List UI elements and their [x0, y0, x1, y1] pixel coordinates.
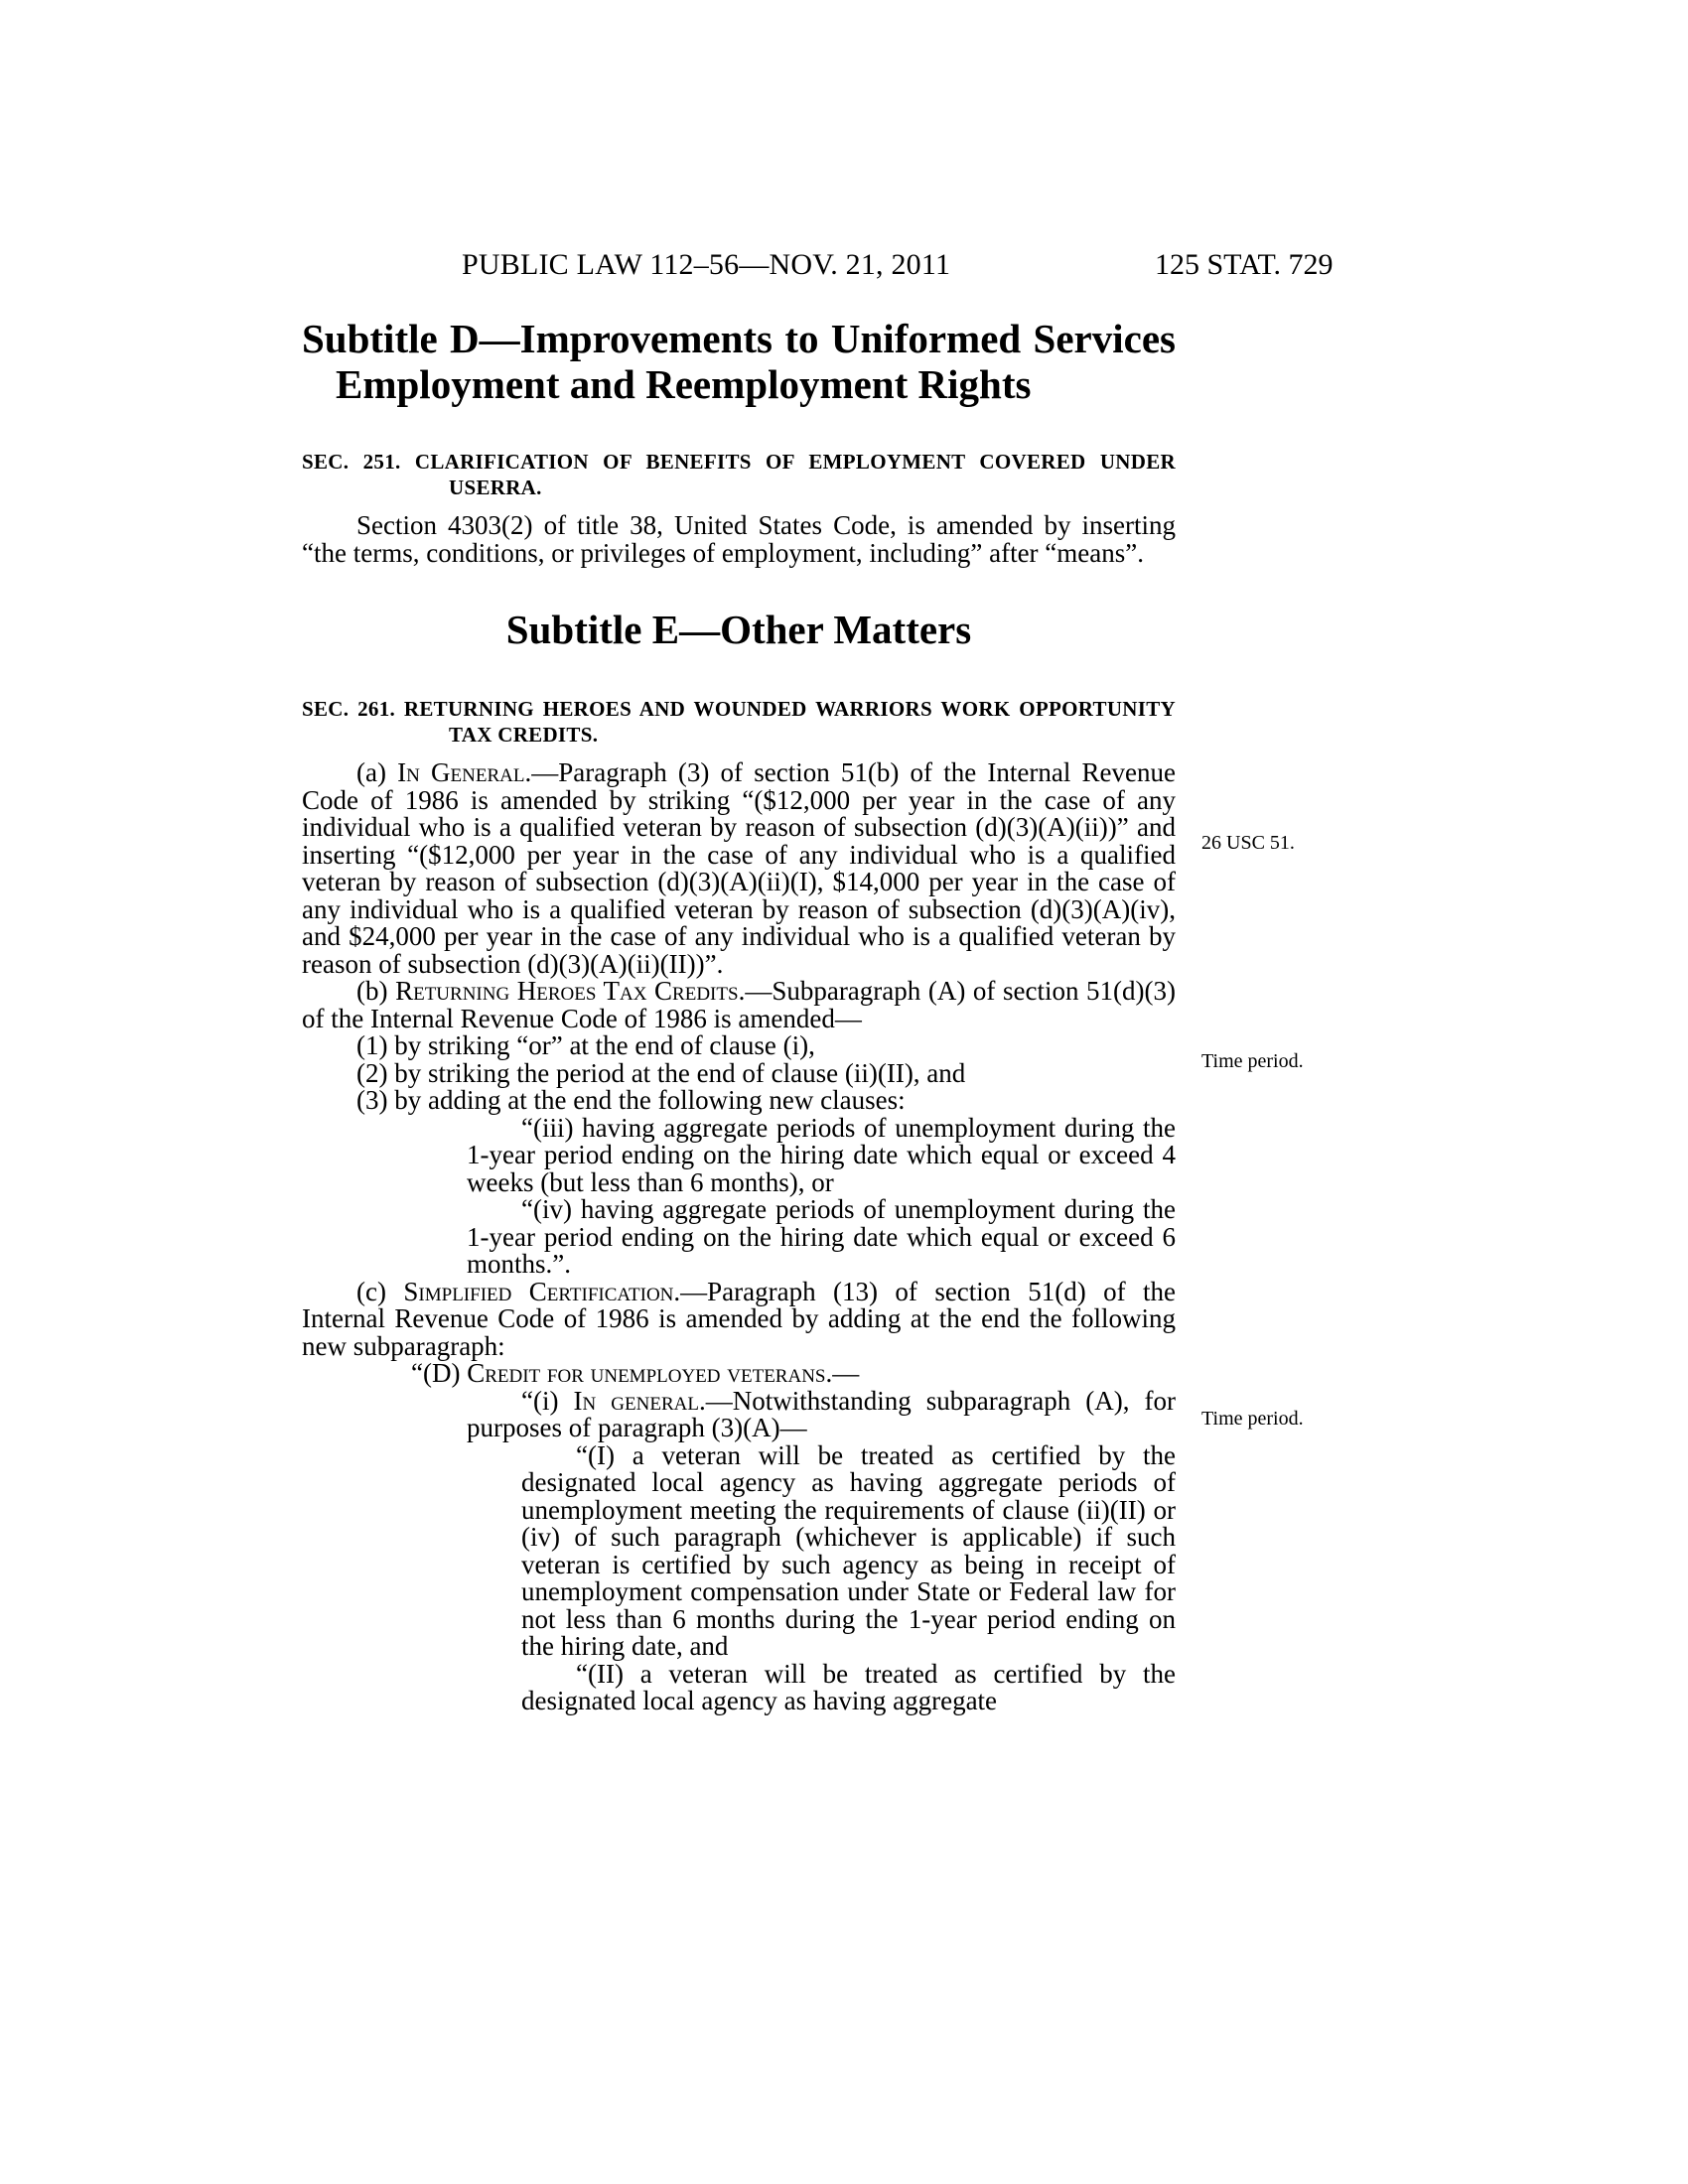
clause-d-i — [302, 1385, 1177, 1442]
paragraph-b2: (2) by striking the period at the end of clause (ii)(II), and — [356, 1057, 966, 1088]
subsection-a-text: .—Paragraph (3) of section 51(b) of the Internal Revenue Code of 1986 is amended by striking “($12,000 per year in the case of any individual who is a qualified veteran by reason of subsection (d)(3)(A)(ii))” and inserting “($12,000 per year in the case of any individual who is a qualified veteran by reason of subsection (d)(3)(A)(ii)(I), $14,000 per year in the case of any individual who is a qualified veteran by reason of subsection (d)(3)(A)(iv), and $24,000 per year in the case of any individual who is a qualified veteran by reason of subsection (d)(3)(A)(ii)(II))”. — [302, 757, 1176, 979]
running-head: PUBLIC LAW 112–56—NOV. 21, 2011 — [462, 248, 951, 281]
subclause-I: “(I) a veteran will be treated as certified by the designated local agency as having aggregate periods of unemployment meeting the requirements of clause (ii)(II) or (iv) of such paragraph (whichever is applicable) if such veteran is certified by such agency as being in receipt of unemployment compensation under State or Federal law for not less than 6 months during the 1-year period ending on the hiring date, and — [521, 1439, 1176, 1661]
subclause-II: “(II) a veteran will be treated as certified by the designated local agency as having aggregate — [521, 1658, 1176, 1715]
paragraph-b3: (3) by adding at the end the following new clauses: — [356, 1085, 906, 1115]
subsection-a-caption: In General — [397, 757, 525, 787]
subsection-a — [302, 759, 1176, 978]
subsection-c — [302, 1276, 1176, 1361]
subsection-b-caption: Returning Heroes Tax Credits — [395, 976, 739, 1006]
page-number: 125 STAT. 729 — [1155, 248, 1334, 281]
margin-note-time-period-1: Time period. — [1201, 1050, 1304, 1072]
section-251-text: Section 4303(2) of title 38, United States Code, is amended by inserting “the terms, conditions, or privileges of employment, including” after “means”. — [302, 510, 1176, 568]
clause-iii: “(iii) having aggregate periods of unemployment during the 1-year period ending on the hiring date which equal or exceed 4 weeks (but less than 6 months), or — [467, 1112, 1176, 1197]
section-251-heading: SEC. 251. CLARIFICATION OF BENEFITS OF EMPLOYMENT COVERED UNDER USERRA. — [302, 450, 1176, 499]
subtitle-e-heading: Subtitle E—Other Matters — [505, 607, 972, 652]
subtitle-d-heading: Subtitle D—Improvements to Uniformed Services Employment and Reemployment Rights — [302, 316, 1176, 407]
clause-d-i-text: .—Notwithstanding subparagraph (A), for purposes of paragraph (3)(A)— — [467, 1385, 1177, 1442]
subparagraph-d — [302, 1360, 1176, 1388]
subparagraph-d-label: “(D) — [411, 1358, 468, 1388]
clause-d-i-label: “(i) — [521, 1385, 574, 1416]
subsection-b-text: .—Subparagraph (A) of section 51(d)(3) of the Internal Revenue Code of 1986 is amended— — [302, 976, 1177, 1033]
section-261-heading: SEC. 261. RETURNING HEROES AND WOUNDED WARRIORS WORK OPPORTUNITY TAX CREDITS. — [302, 697, 1176, 747]
margin-note-usc: 26 USC 51. — [1201, 832, 1295, 854]
subparagraph-d-caption: Credit for unemployed veterans — [467, 1358, 826, 1388]
subsection-c-text: .—Paragraph (13) of section 51(d) of the Internal Revenue Code of 1986 is amended by adding at the end the following new subparagraph: — [302, 1276, 1176, 1361]
margin-note-time-period-2: Time period. — [1201, 1408, 1304, 1430]
paragraph-b1: (1) by striking “or” at the end of clause (i), — [356, 1030, 815, 1060]
clause-d-i-caption: In general — [573, 1385, 699, 1416]
subsection-c-label: (c) — [356, 1276, 404, 1306]
subsection-a-label: (a) — [356, 757, 398, 787]
subsection-b — [302, 978, 1176, 1032]
subsection-c-caption: Simplified Certification — [403, 1276, 674, 1306]
clause-iv: “(iv) having aggregate periods of unemployment during the 1-year period ending on the hiring date which equal or exceed 6 months.”. — [467, 1194, 1176, 1279]
text-column — [302, 316, 1176, 1715]
subsection-b-label: (b) — [356, 976, 396, 1006]
subparagraph-d-text: .— — [825, 1358, 860, 1388]
